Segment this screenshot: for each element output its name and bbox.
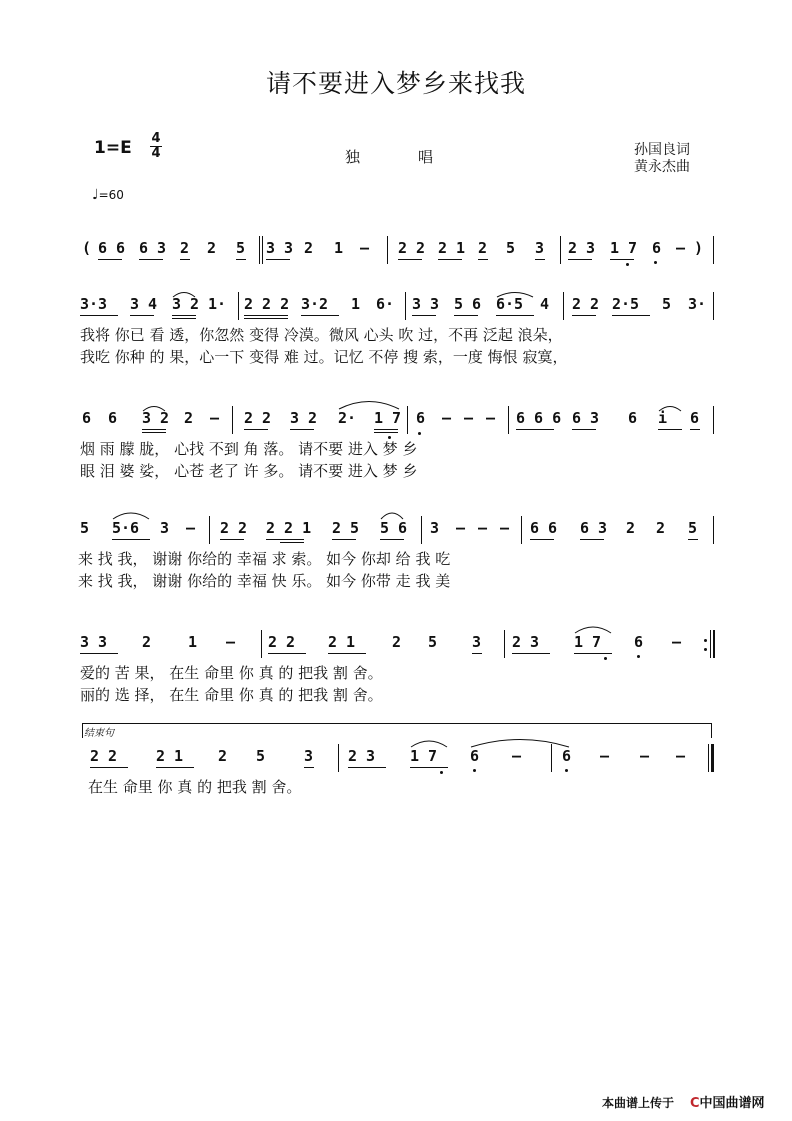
repeat-dot [704, 648, 707, 651]
barline [508, 406, 509, 434]
underline [688, 539, 698, 540]
underline [130, 315, 154, 316]
note-group: 3 3 [266, 239, 294, 257]
note-group: 5 [256, 747, 266, 765]
lyric-verse-2: 眼 泪 婆 娑， 心苍 老了 许 多。 请不要 进入 梦 乡 [80, 462, 418, 480]
underline [454, 315, 478, 316]
note-group: 1 [334, 239, 344, 257]
underline [328, 653, 366, 654]
note-group: – [600, 747, 610, 765]
note-group: 2 3 [568, 239, 596, 257]
barline [387, 236, 388, 264]
ending-bracket-left [82, 724, 83, 738]
underline [572, 315, 596, 316]
underline [332, 539, 356, 540]
note-group: 3 2 [290, 409, 318, 427]
low-octave-dot [565, 769, 568, 772]
underline [438, 259, 462, 260]
barline [262, 236, 263, 264]
note-group: – [486, 409, 496, 427]
note-group: 6 [470, 747, 480, 765]
note-group: 2 [180, 239, 190, 257]
barline [407, 406, 408, 434]
tempo-marking [92, 187, 124, 203]
note-group: 6 [416, 409, 426, 427]
barline [713, 236, 714, 264]
note-group: – [640, 747, 650, 765]
underline [172, 318, 196, 319]
note-group: 6 [562, 747, 572, 765]
note-group: – [456, 519, 466, 537]
barline [338, 744, 339, 772]
underline [290, 429, 314, 430]
underline [580, 539, 604, 540]
note-group: 2 1 [156, 747, 184, 765]
underline [348, 767, 386, 768]
note-group: 1 [351, 295, 361, 313]
underline [172, 315, 196, 316]
underline [156, 767, 194, 768]
note-group: 6 6 [530, 519, 558, 537]
score-row-5 [0, 628, 792, 708]
note-group: i [658, 409, 668, 427]
note-group: – [226, 633, 236, 651]
note-group: 1 7 [410, 747, 438, 765]
barline [521, 516, 522, 544]
underline [112, 539, 150, 540]
underline [612, 315, 650, 316]
composer-credit: 黄永杰曲 [634, 159, 690, 175]
low-octave-dot [604, 657, 607, 660]
slur-mark [172, 290, 196, 298]
slur-mark [574, 624, 612, 634]
note-group: – [676, 747, 686, 765]
note-group: 2 [142, 633, 152, 651]
note-group: 3 [472, 633, 482, 651]
barline [232, 406, 233, 434]
underline [472, 653, 482, 654]
underline [90, 767, 128, 768]
quarter-note-icon: ♩ [92, 187, 99, 203]
note-group: 6 6 6 [516, 409, 562, 427]
underline [244, 315, 288, 316]
note-group: 2 1 [438, 239, 466, 257]
barline [713, 406, 714, 434]
note-group: 3 [160, 519, 170, 537]
underline [266, 259, 290, 260]
lyric-verse-1: 烟 雨 朦 胧， 心找 不到 角 落。 请不要 进入 梦 乡 [80, 440, 418, 458]
note-group: 6 [108, 409, 118, 427]
underline [98, 259, 122, 260]
score-row-4 [0, 514, 792, 594]
note-group: 2 [207, 239, 217, 257]
slur-mark [112, 510, 150, 520]
underline [142, 429, 166, 430]
tie-mark [470, 736, 570, 748]
note-group: 5·6 [112, 519, 140, 537]
note-group: – [210, 409, 220, 427]
note-group: 2 [218, 747, 228, 765]
note-group: 2 [478, 239, 488, 257]
note-group: 2 2 [244, 409, 272, 427]
time-sig-bottom: 4 [151, 146, 161, 161]
underline [516, 429, 554, 430]
note-group: – [464, 409, 474, 427]
note-group: 2 2 [268, 633, 296, 651]
note-group: 1 7 [610, 239, 638, 257]
note-group: 5 [428, 633, 438, 651]
low-octave-dot [654, 261, 657, 264]
note-group: 3 2 [172, 295, 200, 313]
note-group: 1 7 [574, 633, 602, 651]
note-group: 2 [626, 519, 636, 537]
underline [374, 432, 398, 433]
underline [398, 259, 422, 260]
note-group: – [500, 519, 510, 537]
barline [209, 516, 210, 544]
note-group: 1 [188, 633, 198, 651]
underline [512, 653, 550, 654]
low-octave-dot [418, 432, 421, 435]
low-octave-dot [626, 263, 629, 266]
underline [478, 259, 488, 260]
note-group: 3 3 [80, 633, 108, 651]
note-group: 3· [688, 295, 707, 313]
underline [572, 429, 596, 430]
slur-mark [338, 398, 400, 410]
note-group: – [672, 633, 682, 651]
note-group: 2· [338, 409, 357, 427]
underline [690, 429, 700, 430]
time-sig-top: 4 [151, 131, 161, 146]
underline [280, 542, 304, 543]
barline [551, 744, 552, 772]
final-barline [708, 744, 709, 772]
underline [80, 653, 118, 654]
note-group: – [186, 519, 196, 537]
site-logo[interactable] [690, 1092, 765, 1111]
note-group: 6 [690, 409, 700, 427]
repeat-barline [710, 630, 711, 658]
underline [610, 259, 634, 260]
lyric-ending: 在生 命里 你 真 的 把我 割 舍。 [88, 778, 302, 796]
lyric-verse-1: 爱的 苦 果， 在生 命里 你 真 的 把我 割 舍。 [80, 664, 383, 682]
underline [180, 259, 190, 260]
underline [268, 653, 306, 654]
note-group: 2 2 1 [266, 519, 312, 537]
note-group: 3 4 [130, 295, 158, 313]
low-octave-dot [440, 771, 443, 774]
note-group: 3·3 [80, 295, 108, 313]
slur-mark [658, 404, 682, 412]
score-row-6 [0, 742, 792, 822]
repeat-barline [713, 630, 715, 658]
note-group: 5 [688, 519, 698, 537]
barline [261, 630, 262, 658]
underline [142, 432, 166, 433]
note-group: 2 3 [348, 747, 376, 765]
low-octave-dot [473, 769, 476, 772]
repeat-dot [704, 639, 707, 642]
note-group: 2 2 [572, 295, 600, 313]
underline [658, 429, 682, 430]
underline [301, 315, 339, 316]
note-group: – [360, 239, 370, 257]
score-row-2 [0, 290, 792, 370]
ending-bracket-right [711, 724, 712, 738]
lyric-verse-1: 来 找 我， 谢谢 你给的 幸福 求 索。 如今 你却 给 我 吃 [78, 550, 451, 568]
note-group: 6 [652, 239, 662, 257]
note-group: 2 [656, 519, 666, 537]
lyric-verse-2: 我吃 你种 的 果，心一下 变得 难 过。记忆 不停 搜 索，一度 悔恨 寂寞， [80, 348, 568, 366]
note-group: 5 [80, 519, 90, 537]
underline [568, 259, 592, 260]
lyricist-credit: 孙国良词 [634, 142, 690, 158]
slur-mark [380, 510, 404, 520]
note-group: 3 [430, 519, 440, 537]
note-group: 6 3 [139, 239, 167, 257]
underline [304, 767, 314, 768]
note-group: 2 5 [332, 519, 360, 537]
note-group: – [442, 409, 452, 427]
underline [530, 539, 554, 540]
upload-note: 本曲谱上传于 [602, 1096, 675, 1110]
lyric-verse-1: 我将 你已 看 透，你忽然 变得 冷漠。微风 心头 吹 过，不再 泛起 浪朵， [80, 326, 563, 344]
note-group: 4 [540, 295, 550, 313]
tempo-value: =60 [98, 188, 124, 202]
note-group: 6· [376, 295, 395, 313]
note-group: 6 [82, 409, 92, 427]
underline [535, 259, 545, 260]
song-title: 请不要进入梦乡来找我 [265, 69, 526, 98]
underline [244, 429, 268, 430]
barline [405, 292, 406, 320]
note-group: 6 [634, 633, 644, 651]
underline [236, 259, 246, 260]
note-group: 3·2 [301, 295, 329, 313]
key-signature: 1=E [94, 138, 132, 158]
site-name: 中国曲谱网 [699, 1096, 765, 1111]
barline [238, 292, 239, 320]
note-group: 2 2 [90, 747, 118, 765]
barline [713, 516, 714, 544]
note-group: 5 [662, 295, 672, 313]
note-group: 2 2 [398, 239, 426, 257]
underline [374, 429, 398, 430]
note-group: 6 3 [572, 409, 600, 427]
note-group: 3 [535, 239, 545, 257]
lyric-verse-2: 来 找 我， 谢谢 你给的 幸福 快 乐。 如今 你带 走 我 美 [78, 572, 451, 590]
note-group: 5 [506, 239, 516, 257]
note-group: 2 [304, 239, 314, 257]
note-group: 5 [236, 239, 246, 257]
underline [410, 767, 448, 768]
note-group: – [478, 519, 488, 537]
note-group: 2 2 [220, 519, 248, 537]
lyric-verse-2: 丽的 选 择， 在生 命里 你 真 的 把我 割 舍。 [80, 686, 383, 704]
underline [380, 539, 404, 540]
note-group: 6·5 [496, 295, 524, 313]
low-octave-dot [637, 655, 640, 658]
performance-type: 独唱 [345, 148, 492, 166]
slur-mark [496, 290, 534, 298]
site-logo-icon: C [690, 1096, 700, 1111]
note-group: 1 7 [374, 409, 402, 427]
slur-mark [410, 738, 448, 748]
ending-bracket [82, 723, 712, 738]
ending-label: 结束句 [84, 728, 114, 739]
barline [421, 516, 422, 544]
note-group: 2 2 2 [244, 295, 290, 313]
note-group: 6 [628, 409, 638, 427]
final-barline [711, 744, 714, 772]
note-group: 2 3 [512, 633, 540, 651]
time-signature [150, 133, 162, 160]
note-group: 3 [304, 747, 314, 765]
note-group: 5 6 [454, 295, 482, 313]
note-group: 3 3 [412, 295, 440, 313]
note-group: – [676, 239, 686, 257]
note-group: ) [694, 239, 704, 257]
barline [563, 292, 564, 320]
underline [220, 539, 244, 540]
barline [713, 292, 714, 320]
note-group: 6 3 [580, 519, 608, 537]
note-group: 5 6 [380, 519, 408, 537]
underline [496, 315, 534, 316]
note-group: – [512, 747, 522, 765]
underline [80, 315, 118, 316]
underline [139, 259, 163, 260]
note-group: 2 [184, 409, 194, 427]
underline [244, 318, 288, 319]
slur-mark [142, 404, 166, 412]
underline [412, 315, 436, 316]
note-group: 1· [208, 295, 227, 313]
note-group: ( [82, 239, 92, 257]
note-group: 6 6 [98, 239, 126, 257]
underline [266, 539, 304, 540]
note-group: 3 2 [142, 409, 170, 427]
barline [259, 236, 260, 264]
note-group: 2·5 [612, 295, 640, 313]
score-row-3 [0, 404, 792, 484]
note-group: 2 1 [328, 633, 356, 651]
underline [574, 653, 612, 654]
barline [560, 236, 561, 264]
note-group: 2 [392, 633, 402, 651]
barline [504, 630, 505, 658]
